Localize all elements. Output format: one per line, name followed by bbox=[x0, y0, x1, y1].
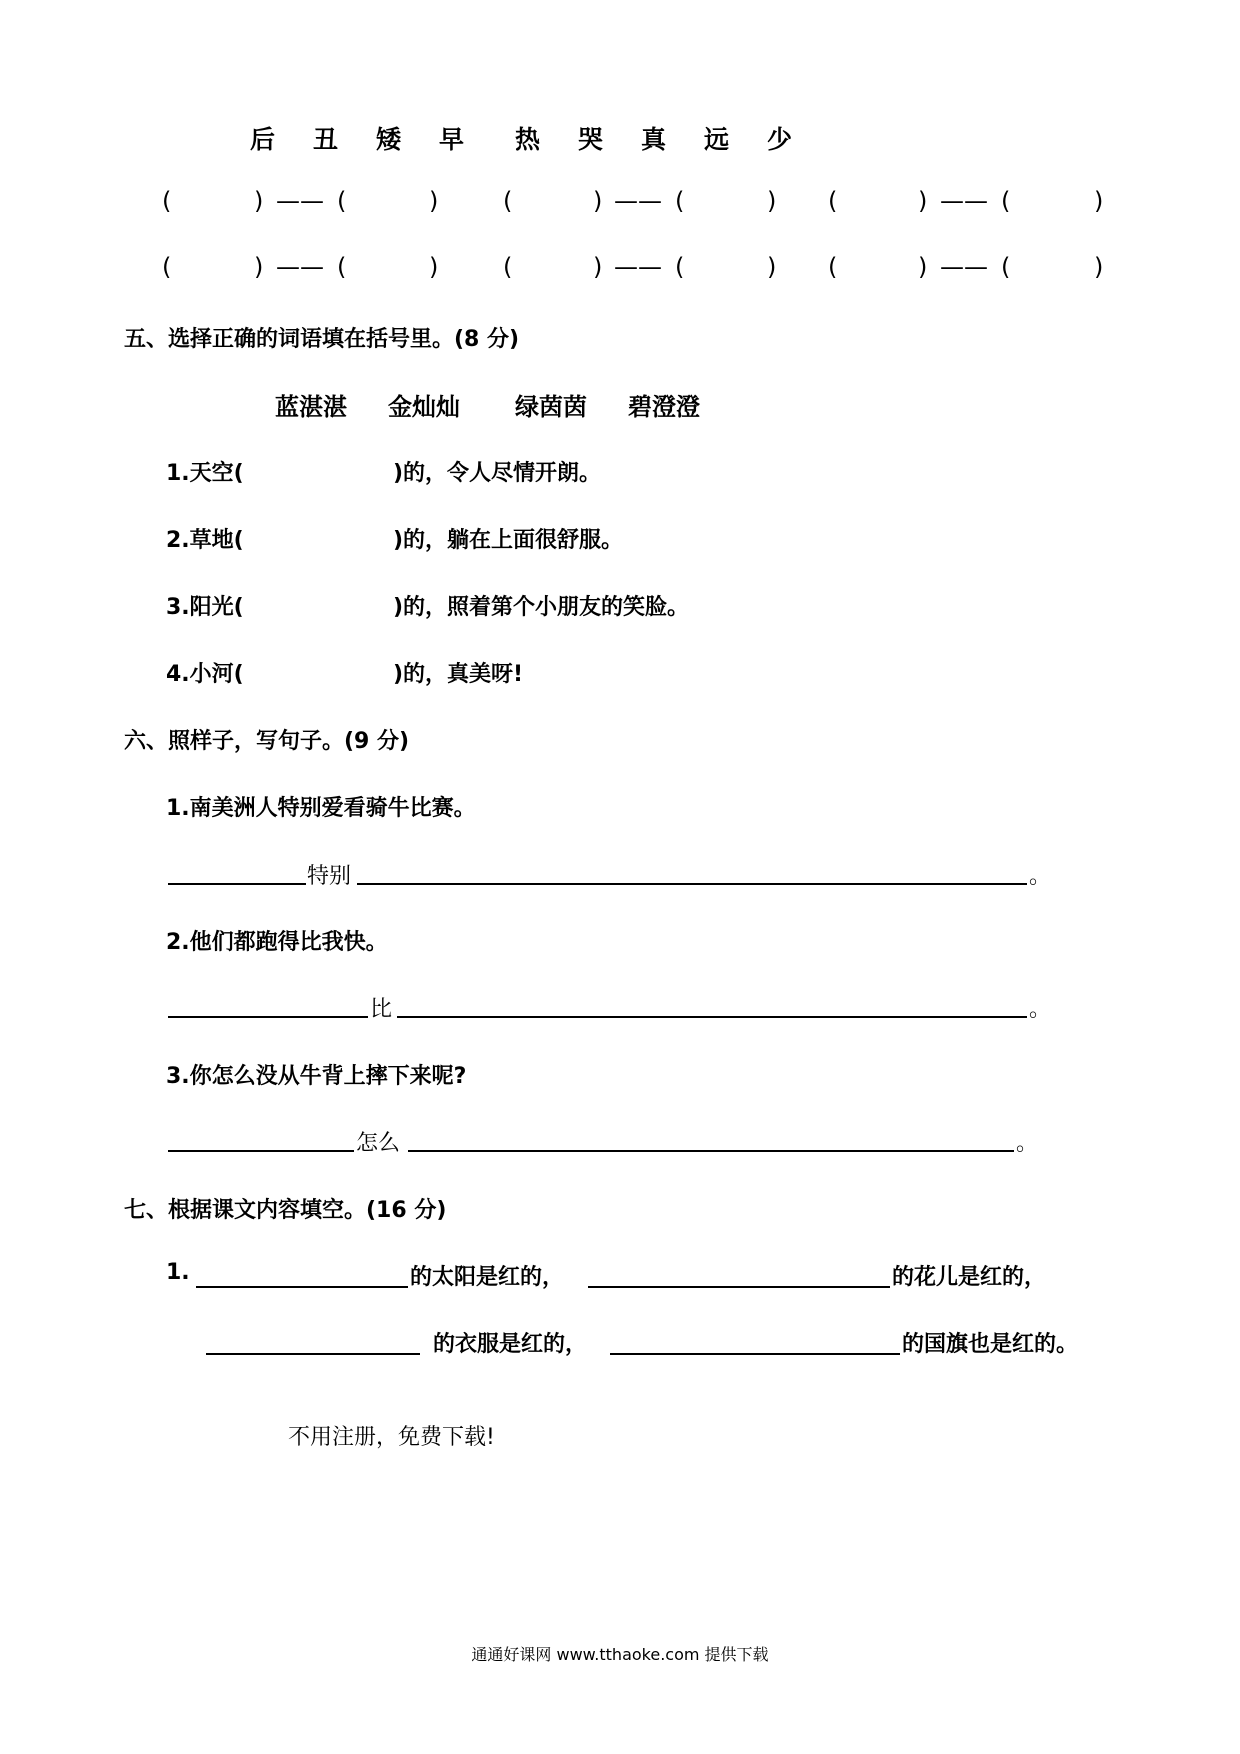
close-paren: ) bbox=[254, 187, 264, 215]
close-paren: ) bbox=[1094, 253, 1104, 281]
close-paren: ) bbox=[918, 187, 928, 215]
char-6: 真 bbox=[641, 125, 667, 154]
answer-blank[interactable] bbox=[168, 883, 306, 885]
antonym-pairs-row-1 bbox=[0, 187, 1240, 217]
open-paren: ( bbox=[828, 187, 838, 215]
fill-item-4-prefix: 4.小河( bbox=[166, 662, 244, 687]
answer-blank[interactable] bbox=[196, 1286, 408, 1288]
open-paren: ( bbox=[675, 187, 685, 215]
fill-item-1-suffix: )的，令人尽情开朗。 bbox=[393, 461, 602, 486]
char-0: 后 bbox=[250, 125, 276, 154]
open-paren: ( bbox=[162, 253, 172, 281]
char-2: 矮 bbox=[376, 125, 402, 154]
dash: —— bbox=[276, 187, 324, 215]
antonym-characters bbox=[0, 120, 1240, 152]
char-5: 哭 bbox=[578, 125, 604, 154]
word-option: 金灿灿 bbox=[388, 393, 460, 421]
open-paren: ( bbox=[337, 187, 347, 215]
char-7: 远 bbox=[704, 125, 730, 154]
example-sentence-2: 2.他们都跑得比我快。 bbox=[166, 930, 388, 955]
word-option: 蓝湛湛 bbox=[275, 393, 347, 421]
open-paren: ( bbox=[503, 253, 513, 281]
close-paren: ) bbox=[593, 187, 603, 215]
answer-blank[interactable] bbox=[397, 1016, 1027, 1018]
antonym-pairs-row-2 bbox=[0, 253, 1240, 283]
section-5-title: 五、选择正确的词语填在括号里。(8 分) bbox=[124, 327, 520, 352]
close-paren: ) bbox=[254, 253, 264, 281]
word-bank bbox=[0, 387, 1240, 419]
end-mark-2: 。 bbox=[1029, 997, 1052, 1022]
open-paren: ( bbox=[675, 253, 685, 281]
fill-item-4-suffix: )的，真美呀! bbox=[393, 662, 524, 687]
end-mark-3: 。 bbox=[1016, 1131, 1039, 1156]
fill-item-3-prefix: 3.阳光( bbox=[166, 595, 244, 620]
fill-item-2-suffix: )的，躺在上面很舒服。 bbox=[393, 528, 624, 553]
answer-blank[interactable] bbox=[588, 1286, 890, 1288]
close-paren: ) bbox=[767, 253, 777, 281]
dash: —— bbox=[614, 187, 662, 215]
keyword-2: 比 bbox=[370, 997, 393, 1022]
close-paren: ) bbox=[918, 253, 928, 281]
char-3: 早 bbox=[439, 125, 465, 154]
dash: —— bbox=[614, 253, 662, 281]
phrase-sun: 的太阳是红的， bbox=[410, 1265, 565, 1290]
open-paren: ( bbox=[1001, 187, 1011, 215]
keyword-1: 特别 bbox=[307, 864, 352, 889]
open-paren: ( bbox=[503, 187, 513, 215]
page-footer: 通通好课网 www.tthaoke.com 提供下载 bbox=[471, 1645, 769, 1664]
dash: —— bbox=[940, 253, 988, 281]
section-7-title: 七、根据课文内容填空。(16 分) bbox=[124, 1198, 447, 1223]
download-note: 不用注册，免费下载! bbox=[288, 1425, 495, 1450]
char-4: 热 bbox=[515, 125, 541, 154]
example-sentence-3: 3.你怎么没从牛背上摔下来呢? bbox=[166, 1064, 467, 1089]
open-paren: ( bbox=[337, 253, 347, 281]
close-paren: ) bbox=[429, 187, 439, 215]
close-paren: ) bbox=[429, 253, 439, 281]
fill-item-1-prefix: 1.天空( bbox=[166, 461, 244, 486]
open-paren: ( bbox=[828, 253, 838, 281]
phrase-flag: 的国旗也是红的。 bbox=[902, 1332, 1079, 1357]
close-paren: ) bbox=[593, 253, 603, 281]
open-paren: ( bbox=[162, 187, 172, 215]
fill-item-3-suffix: )的，照着第个小朋友的笑脸。 bbox=[393, 595, 690, 620]
close-paren: ) bbox=[1094, 187, 1104, 215]
example-sentence-1: 1.南美洲人特别爱看骑牛比赛。 bbox=[166, 796, 476, 821]
dash: —— bbox=[276, 253, 324, 281]
word-option: 碧澄澄 bbox=[628, 393, 700, 421]
open-paren: ( bbox=[1001, 253, 1011, 281]
word-option: 绿茵茵 bbox=[515, 393, 587, 421]
section-6-title: 六、照样子，写句子。(9 分) bbox=[124, 729, 410, 754]
answer-blank[interactable] bbox=[357, 883, 1027, 885]
answer-blank[interactable] bbox=[610, 1353, 900, 1355]
answer-blank[interactable] bbox=[206, 1353, 420, 1355]
answer-blank[interactable] bbox=[408, 1150, 1014, 1152]
phrase-flowers: 的花儿是红的， bbox=[892, 1265, 1047, 1290]
fill-number: 1. bbox=[166, 1260, 190, 1285]
char-8: 少 bbox=[767, 125, 793, 154]
phrase-clothes: 的衣服是红的， bbox=[433, 1332, 588, 1357]
char-1: 丑 bbox=[313, 125, 339, 154]
keyword-3: 怎么 bbox=[356, 1131, 401, 1156]
close-paren: ) bbox=[767, 187, 777, 215]
answer-blank[interactable] bbox=[168, 1016, 368, 1018]
dash: —— bbox=[940, 187, 988, 215]
fill-item-2-prefix: 2.草地( bbox=[166, 528, 244, 553]
end-mark-1: 。 bbox=[1029, 864, 1052, 889]
answer-blank[interactable] bbox=[168, 1150, 354, 1152]
